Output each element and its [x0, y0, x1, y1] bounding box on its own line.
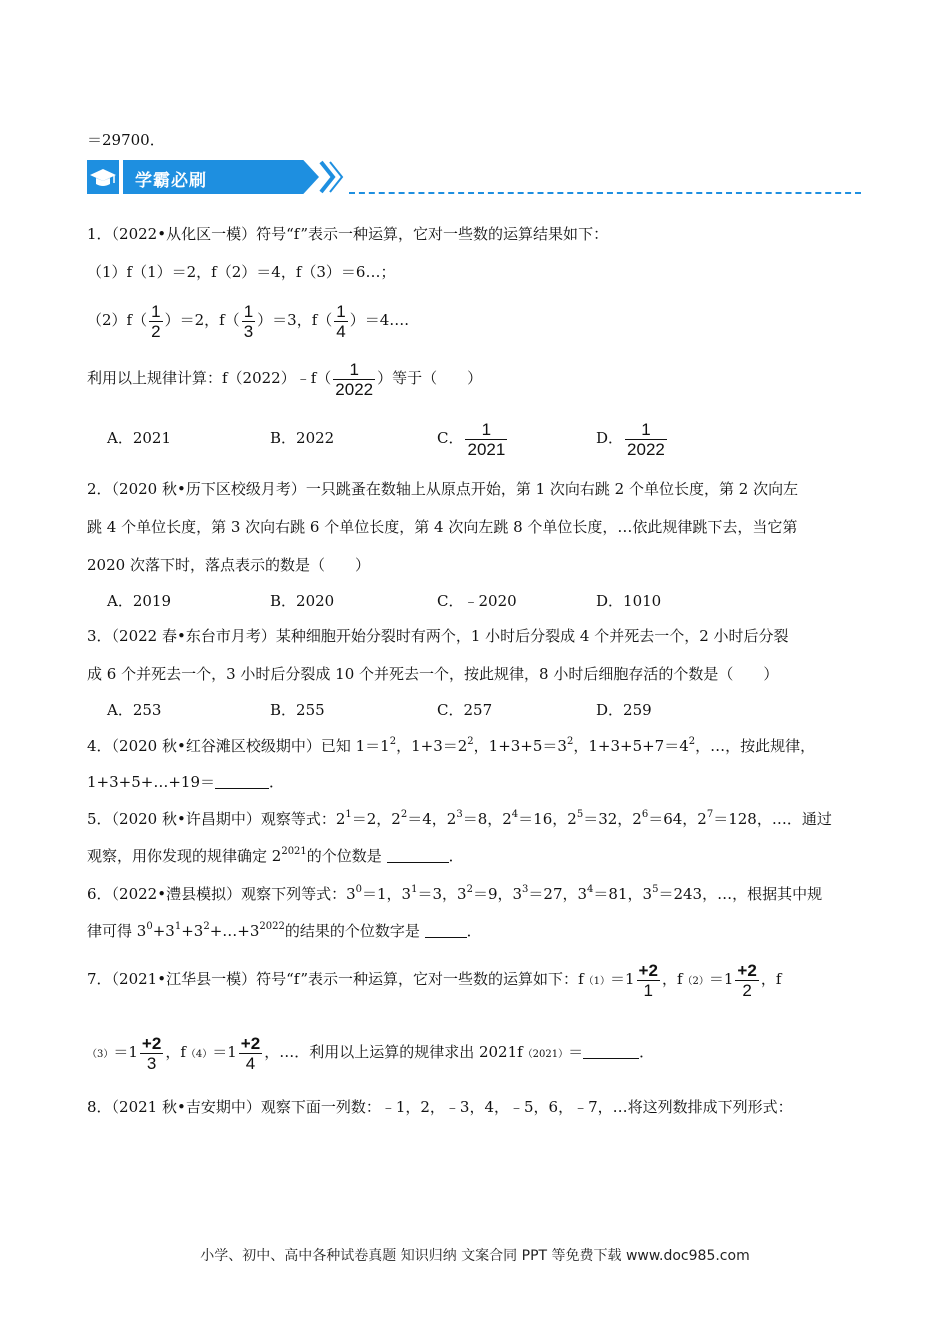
- q1-option-c: [437, 418, 509, 459]
- q2-option-c: C．﹣2020: [437, 592, 517, 610]
- q5-exp: 5: [576, 809, 584, 820]
- q4-line1: [87, 736, 815, 756]
- q7-eq: ＝1: [212, 1043, 237, 1061]
- q6-prefix: 6．（2022•澧县模拟）观察下列等式：3: [87, 885, 356, 903]
- q1-line1: （1）f（1）＝2，f（2）＝4，f（3）＝6…；: [87, 263, 396, 281]
- q2-option-d: D．1010: [596, 592, 662, 610]
- answer-blank[interactable]: [425, 923, 467, 938]
- frac-num: +2: [240, 1033, 261, 1053]
- q6-part: 的结果的个位数字是: [284, 922, 425, 940]
- frac-den: 4: [245, 1053, 256, 1073]
- fraction-1-2: [149, 302, 162, 341]
- q5-end: ．: [448, 847, 464, 865]
- q6-part: ＝81，3: [593, 885, 653, 903]
- q7-sub: （2）: [682, 976, 709, 987]
- section-divider: [349, 192, 861, 194]
- answer-blank[interactable]: [387, 848, 449, 863]
- q6-line1: [87, 884, 822, 904]
- q6-part: ＝1，3: [362, 885, 412, 903]
- q5-line2: [87, 846, 464, 866]
- frac-num: +2: [737, 960, 757, 980]
- q7-line2: [87, 1031, 654, 1076]
- q6-exp: 2022: [259, 921, 285, 932]
- frac-num: 1: [333, 360, 375, 380]
- frac-den: 3: [146, 1053, 157, 1073]
- q7-fraction-3: [140, 1034, 163, 1073]
- frac-den: 1: [643, 980, 653, 1000]
- fraction-1-2022: [333, 360, 375, 399]
- answer-blank[interactable]: [215, 774, 269, 789]
- top-result: ＝29700．: [87, 131, 165, 149]
- frac-num: +2: [638, 960, 658, 980]
- q6-exp: 0: [146, 921, 153, 932]
- q7-prefix: 7．（2021•江华县一模）符号“f”表示一种运算，它对一些数的运算如下：f: [87, 970, 584, 988]
- q7-mid3: ，f: [165, 1043, 186, 1061]
- q6-line2-pre: 律可得 3: [87, 922, 147, 940]
- fraction-1-3: [242, 302, 255, 341]
- q3-option-a: A．253: [107, 701, 162, 719]
- q7-sub: （1）: [583, 976, 610, 987]
- q6-exp: 1: [411, 884, 418, 895]
- chevron-right-icon: [317, 160, 345, 194]
- q4-prefix: 4．（2020 秋•红谷滩区校级期中）已知 1＝1: [87, 737, 390, 755]
- q6-part: +3: [181, 922, 204, 940]
- q5-exp: 4: [511, 809, 519, 820]
- q5-part: ＝128，…．通过: [713, 810, 832, 828]
- q7-sub: （2021）: [522, 1049, 569, 1060]
- q5-part: ＝2，2: [351, 810, 401, 828]
- frac-num: 1: [625, 420, 667, 440]
- q7-tail1: ，f: [760, 970, 782, 988]
- q2-line1: 2．（2020 秋•历下区校级月考）一只跳蚤在数轴上从原点开始，第 1 次向右跳 2 个单位长度，第 2 次向左: [87, 480, 799, 498]
- q6-end: ．: [466, 922, 482, 940]
- q7-fraction-4: [239, 1034, 262, 1073]
- q8-line1: 8．（2021 秋•吉安期中）观察下面一列数：﹣1，2，﹣3，4，﹣5，6，﹣7，…将这列数排成下列形式：: [87, 1098, 793, 1116]
- q2-option-a: A．2019: [107, 592, 172, 610]
- q1-stem: 1．（2022•从化区一模）符号“f”表示一种运算，它对一些数的运算结果如下：: [87, 225, 609, 243]
- q5-exp: 1: [345, 809, 352, 820]
- q6-part: ＝243，…，根据其中规: [658, 885, 823, 903]
- q5-exp: 6: [641, 809, 649, 820]
- q6-exp: 4: [587, 884, 594, 895]
- q7-line1: [87, 958, 781, 1003]
- q6-exp: 2: [466, 884, 473, 895]
- q5-exp: 7: [706, 809, 714, 820]
- q2-line3: 2020 次落下时，落点表示的数是（ ）: [87, 556, 370, 574]
- q2-line2: 跳 4 个单位长度，第 3 次向右跳 6 个单位长度，第 4 次向左跳 8 个单位长度，…依此规律跳下去，当它第: [87, 518, 798, 536]
- q6-exp: 3: [522, 884, 529, 895]
- q1-line2-pre: （2）f（: [87, 311, 148, 329]
- q1-option-d: [596, 418, 669, 459]
- fraction-1-4: [334, 302, 347, 341]
- frac-num: 1: [243, 301, 254, 321]
- q4-line2: [87, 772, 284, 792]
- q1-line2: [87, 300, 409, 341]
- q6-line2: [87, 921, 482, 941]
- q1-calc-post: ）等于（ ）: [377, 369, 483, 387]
- frac-den: 4: [336, 321, 346, 341]
- frac-den: 2022: [627, 439, 665, 459]
- q4-exp: 2: [389, 736, 397, 747]
- q7-end: ．: [639, 1043, 655, 1061]
- frac-num: 1: [336, 301, 346, 321]
- frac-num: +2: [141, 1033, 162, 1053]
- q4-p3: ，1+3+5＝3: [473, 737, 567, 755]
- q3-option-b: B．255: [270, 701, 325, 719]
- q4-p2: ，1+3＝2: [396, 737, 468, 755]
- q5-part: ＝4，2: [407, 810, 457, 828]
- q6-part: +3: [152, 922, 175, 940]
- q7-eq: ＝1: [113, 1043, 138, 1061]
- frac-den: 3: [243, 321, 254, 341]
- q6-part: ＝3，3: [417, 885, 467, 903]
- section-title: 学霸必刷: [135, 171, 207, 191]
- q6-part: ＝9，3: [472, 885, 523, 903]
- frac-den: 2021: [467, 439, 506, 459]
- frac-den: 2: [742, 980, 752, 1000]
- q7-sub: （3）: [87, 1049, 114, 1060]
- q5-part: ＝16，2: [518, 810, 577, 828]
- q6-exp: 0: [355, 884, 362, 895]
- q2-option-b: B．2020: [270, 592, 335, 610]
- answer-blank[interactable]: [583, 1044, 639, 1059]
- frac-num: 1: [465, 420, 507, 440]
- q5-line1: [87, 809, 832, 829]
- q5-exp: 3: [456, 809, 463, 820]
- q3-option-d: D．259: [596, 701, 652, 719]
- q5-part: ＝8，2: [462, 810, 512, 828]
- q1-option-a: A．2021: [107, 429, 172, 447]
- q1-line2-c: ）＝4….: [349, 311, 410, 329]
- q3-line1: 3．（2022 春•东台市月考）某种细胞开始分裂时有两个，1 小时后分裂成 4 个并死去一个，2 小时后分裂: [87, 627, 789, 645]
- q7-eq: ＝1: [610, 970, 635, 988]
- frac-den: 2: [151, 321, 161, 341]
- q1-line2-b: ）＝3，f（: [257, 311, 333, 329]
- section-banner: [87, 160, 867, 196]
- q5-line2-exp: 2021: [281, 846, 307, 857]
- fraction-1-2021: [465, 420, 507, 459]
- q1-option-c-label: C．: [437, 429, 464, 447]
- q1-option-b: B．2022: [270, 429, 335, 447]
- q7-eq: ＝1: [708, 970, 734, 988]
- q7-fraction-2: [735, 961, 758, 1000]
- q5-exp: 2: [400, 809, 408, 820]
- q6-exp: 1: [174, 921, 182, 932]
- fraction-1-2022-d: [625, 420, 667, 459]
- q7-tail3: ＝: [568, 1043, 584, 1061]
- q4-p5: ，…，按此规律，: [695, 737, 816, 755]
- q1-calc: [87, 358, 482, 399]
- frac-num: 1: [151, 301, 161, 321]
- q1-line2-a: ）＝2，f（: [164, 311, 240, 329]
- q4-exp: 2: [566, 736, 574, 747]
- q4-end: ．: [269, 773, 285, 791]
- q6-exp: 5: [652, 884, 659, 895]
- q6-part: +…+3: [209, 922, 260, 940]
- q3-option-c: C．257: [437, 701, 493, 719]
- q6-exp: 2: [203, 921, 210, 932]
- q4-exp: 2: [467, 736, 474, 747]
- graduation-cap-icon: [87, 160, 119, 194]
- q7-mid1: ，f: [661, 970, 683, 988]
- q7-sub: （4）: [185, 1049, 213, 1060]
- q3-line2: 成 6 个并死去一个，3 小时后分裂成 10 个并死去一个，按此规律，8 小时后细胞存活的个数是（ ）: [87, 665, 779, 683]
- q5-line2-post: 的个位数是: [306, 847, 387, 865]
- q5-part: ＝32，2: [583, 810, 642, 828]
- q7-fraction-1: [637, 961, 660, 1000]
- q7-tail2: ，…．利用以上运算的规律求出 2021f: [264, 1043, 523, 1061]
- q4-line2-text: 1+3+5+…+19＝: [87, 773, 215, 791]
- q4-p4: ，1+3+5+7＝4: [573, 737, 689, 755]
- q4-exp: 2: [688, 736, 696, 747]
- q5-part: ＝64，2: [648, 810, 707, 828]
- q6-part: ＝27，3: [528, 885, 588, 903]
- q5-prefix: 5．（2020 秋•许昌期中）观察等式：2: [87, 810, 346, 828]
- q5-line2-pre: 观察，用你发现的规律确定 2: [87, 847, 282, 865]
- frac-den: 2022: [335, 379, 374, 399]
- q1-option-d-label: D．: [596, 429, 624, 447]
- q1-calc-pre: 利用以上规律计算：f（2022）﹣f（: [87, 369, 332, 387]
- page-footer: 小学、初中、高中各种试卷真题 知识归纳 文案合同 PPT 等免费下载 www.doc985.com: [200, 1248, 750, 1264]
